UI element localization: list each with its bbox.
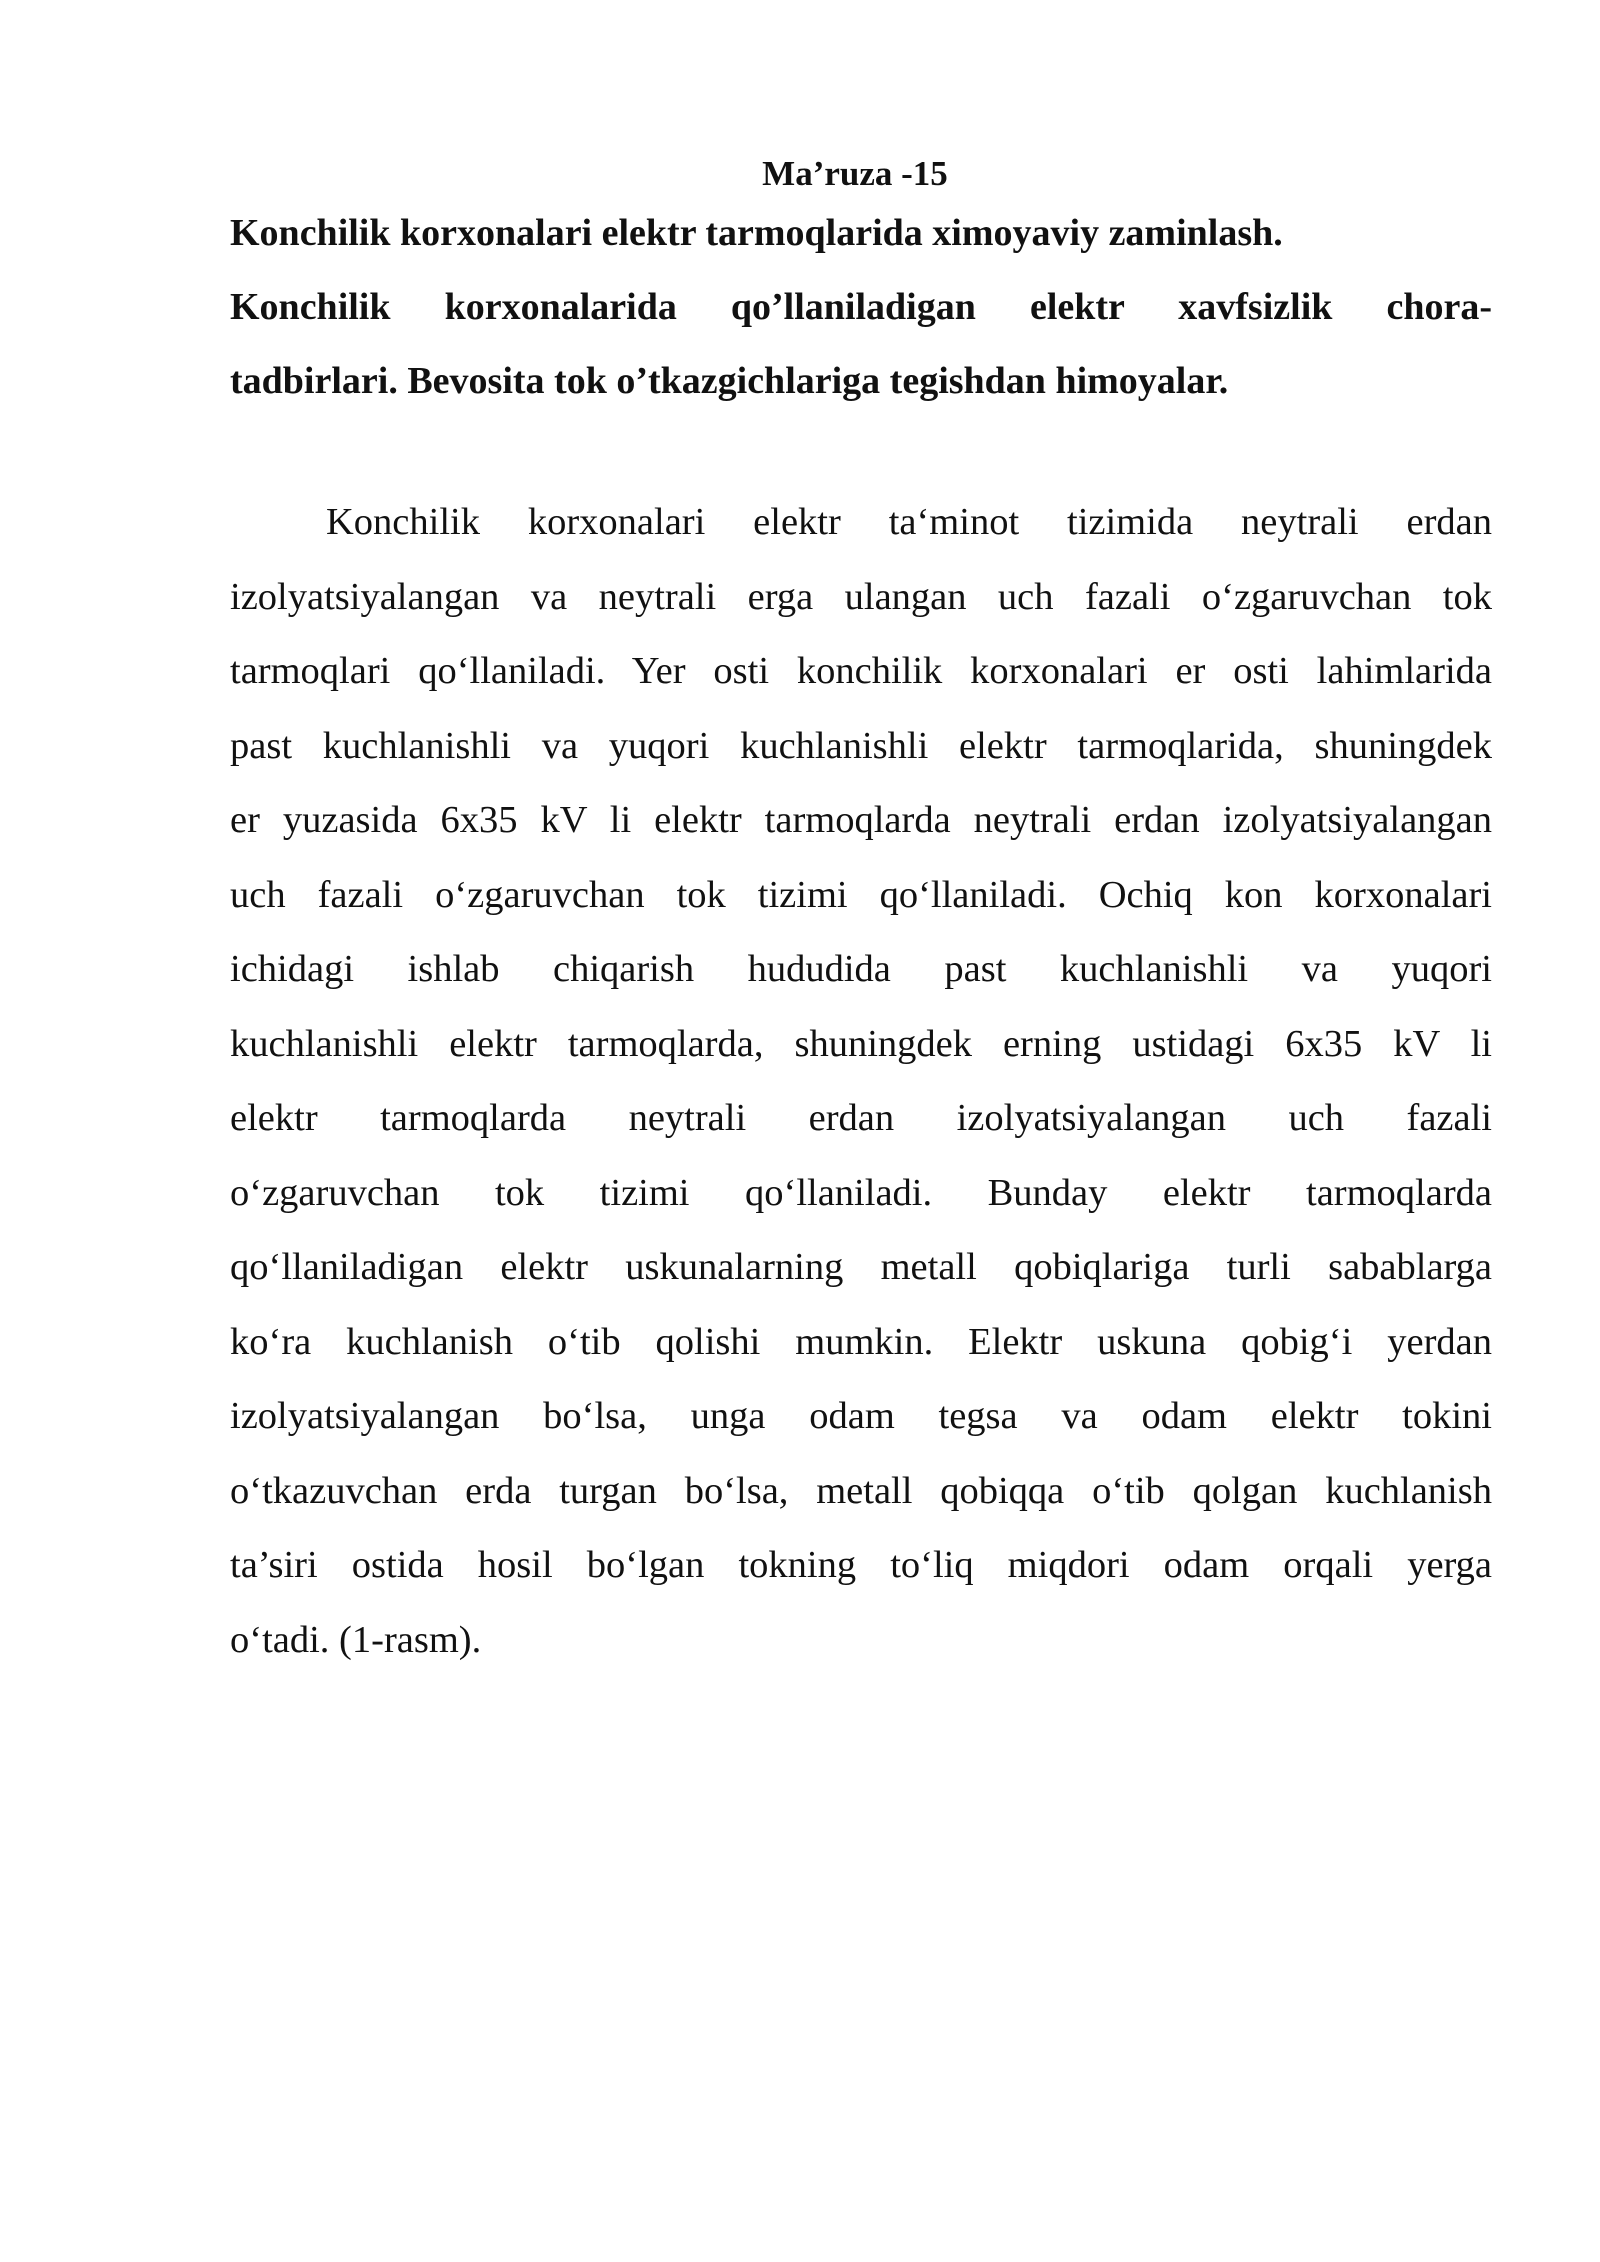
- paragraph-line: kuchlanishli elektr tarmoqlarda, shuningdek erning ustidagi 6x35 kV li: [230, 1022, 1492, 1065]
- document-heading: [230, 196, 1492, 418]
- lecture-label: Ma’ruza -15: [762, 154, 948, 193]
- heading-line: Konchilik korxonalarida qo’llaniladigan elektr xavfsizlik chora-: [230, 286, 1492, 328]
- heading-line: tadbirlari. Bevosita tok o’tkazgichlariga tegishdan himoyalar.: [230, 360, 1229, 402]
- paragraph-line: er yuzasida 6x35 kV li elektr tarmoqlarda neytrali erdan izolyatsiyalangan: [230, 799, 1492, 841]
- paragraph-line: ichidagi ishlab chiqarish hududida past kuchlanishli va yuqori: [230, 948, 1492, 990]
- paragraph-line: izolyatsiyalangan va neytrali erga ulangan uch fazali o‘zgaruvchan tok: [230, 575, 1492, 618]
- paragraph-line: ko‘ra kuchlanish o‘tib qolishi mumkin. Elektr uskuna qobig‘i yerdan: [230, 1320, 1492, 1363]
- paragraph-line: qo‘llaniladigan elektr uskunalarning metall qobiqlariga turli sabablarga: [230, 1246, 1492, 1288]
- paragraph-line: past kuchlanishli va yuqori kuchlanishli elektr tarmoqlarida, shuningdek: [230, 724, 1492, 767]
- paragraph-line: izolyatsiyalangan bo‘lsa, unga odam tegsa va odam elektr tokini: [230, 1395, 1492, 1437]
- paragraph-line: o‘tkazuvchan erda turgan bo‘lsa, metall qobiqqa o‘tib qolgan kuchlanish: [230, 1469, 1492, 1512]
- paragraph-line: elektr tarmoqlarda neytrali erdan izolyatsiyalangan uch fazali: [230, 1097, 1492, 1139]
- paragraph-line: o‘tadi. (1-rasm).: [230, 1618, 482, 1661]
- paragraph-line: uch fazali o‘zgaruvchan tok tizimi qo‘llaniladi. Ochiq kon korxonalari: [230, 873, 1492, 916]
- paragraph-line: ta’siri ostida hosil bo‘lgan tokning to‘liq miqdori odam orqali yerga: [230, 1544, 1492, 1586]
- body-paragraph: [230, 485, 1492, 1677]
- heading-line: Konchilik korxonalari elektr tarmoqlarida ximoyaviy zaminlash.: [230, 212, 1283, 254]
- paragraph-line: tarmoqlari qo‘llaniladi. Yer osti konchilik korxonalari er osti lahimlarida: [230, 650, 1492, 692]
- paragraph-line: Konchilik korxonalari elektr ta‘minot tizimida neytrali erdan: [326, 501, 1492, 543]
- paragraph-line: o‘zgaruvchan tok tizimi qo‘llaniladi. Bunday elektr tarmoqlarda: [230, 1171, 1492, 1214]
